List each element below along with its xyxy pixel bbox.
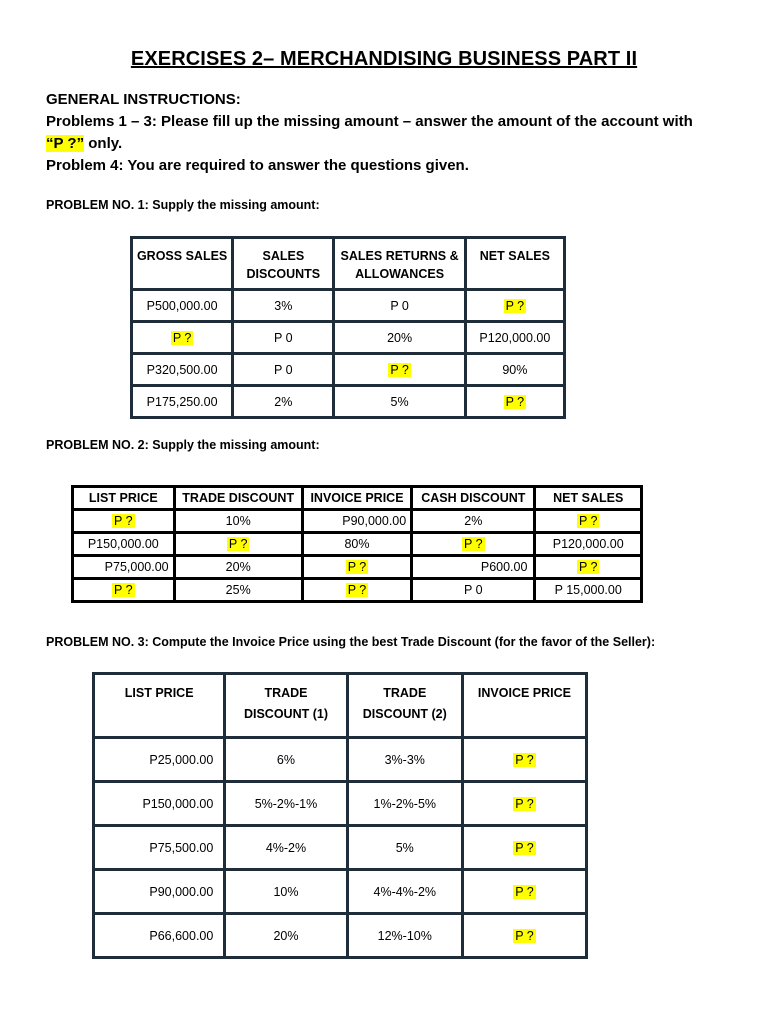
table-cell [174,533,302,556]
header-cell: GROSS SALES [132,238,233,290]
page-title: EXERCISES 2– MERCHANDISING BUSINESS PART II [130,48,638,70]
table-cell: 4%-2% [225,826,347,870]
instructions-line-3: Problem 4: You are required to answer the questions given. [46,157,469,174]
table-cell: 5% [334,386,465,418]
table-cell: P150,000.00 [73,533,175,556]
table-cell: P 0 [334,290,465,322]
table-cell: 6% [225,738,347,782]
table-cell: P90,000.00 [94,870,225,914]
table-cell [412,533,535,556]
header-cell: INVOICE PRICE [302,487,411,510]
table-cell [462,826,586,870]
header-cell: SALES RETURNS & ALLOWANCES [334,238,465,290]
table-cell: 25% [174,579,302,602]
table-cell: P120,000.00 [535,533,642,556]
header-cell: TRADE DISCOUNT (1) [225,674,347,738]
answer-blank: P ? [347,560,367,574]
header-cell: INVOICE PRICE [462,674,586,738]
table-row [73,579,642,602]
table-cell [132,322,233,354]
table-cell: 10% [225,870,347,914]
table-cell: P75,000.00 [73,556,175,579]
table-cell: P175,250.00 [132,386,233,418]
table-cell [73,510,175,533]
table-cell: 20% [334,322,465,354]
table-cell [462,914,586,958]
table-row [94,870,587,914]
answer-blank: P ? [114,583,133,597]
table-cell: 2% [412,510,535,533]
table-cell: 90% [465,354,564,386]
table-row [94,782,587,826]
table-cell [462,782,586,826]
table-cell: 2% [233,386,334,418]
problem-2-table [71,485,643,603]
header-cell: CASH DISCOUNT [412,487,535,510]
table-row [94,826,587,870]
answer-blank: P ? [515,796,534,811]
table-cell [535,556,642,579]
header-cell: TRADE DISCOUNT [174,487,302,510]
answer-blank: P ? [578,560,598,574]
table-row [73,510,642,533]
table-row [94,738,587,782]
problem-3-table [92,672,588,959]
table-row [73,556,642,579]
table-row [132,386,565,418]
table-cell: 1%-2%-5% [347,782,462,826]
header-cell: SALES DISCOUNTS [233,238,334,290]
problem-1-label: PROBLEM NO. 1: Supply the missing amount: [46,198,320,212]
table-cell: 3%-3% [347,738,462,782]
table-header-row [94,674,587,738]
problem-3-label: PROBLEM NO. 3: Compute the Invoice Price using the best Trade Discount (for the favor of the Seller): [46,635,656,649]
answer-blank: P ? [515,928,534,943]
answer-blank: P ? [515,840,534,855]
answer-blank: P ? [390,362,409,377]
table-cell: 80% [302,533,411,556]
answer-blank: P ? [515,884,534,899]
table-cell: P25,000.00 [94,738,225,782]
table-header-row [73,487,642,510]
table-cell: 5%-2%-1% [225,782,347,826]
table-cell: P66,600.00 [94,914,225,958]
table-cell: 4%-4%-2% [347,870,462,914]
answer-blank: P ? [515,752,534,767]
table-row [132,322,565,354]
table-row [132,354,565,386]
quote-highlight: “P ?” [46,135,85,152]
table-cell [535,510,642,533]
answer-blank: P ? [172,330,192,345]
table-cell: P 0 [233,354,334,386]
table-cell: 20% [225,914,347,958]
answer-blank: P ? [505,298,525,313]
table-cell: P 15,000.00 [535,579,642,602]
header-cell: NET SALES [535,487,642,510]
table-cell [465,386,564,418]
instructions-heading: GENERAL INSTRUCTIONS: [46,91,241,108]
instructions-line-2 [46,133,122,155]
table-cell: P600.00 [412,556,535,579]
instructions-line-1: Problems 1 – 3: Please fill up the missing amount – answer the amount of the account with [46,113,693,130]
table-cell: P75,500.00 [94,826,225,870]
table-cell [462,870,586,914]
table-cell [302,579,411,602]
table-cell: P120,000.00 [465,322,564,354]
table-cell: 5% [347,826,462,870]
problem-1-table [130,236,566,419]
answer-blank: P ? [347,583,367,597]
table-row [94,914,587,958]
table-cell: P90,000.00 [302,510,411,533]
table-row [132,290,565,322]
answer-blank: P ? [464,537,483,551]
table-cell [465,290,564,322]
header-cell: LIST PRICE [73,487,175,510]
table-cell: 10% [174,510,302,533]
table-cell: P150,000.00 [94,782,225,826]
table-cell: P 0 [412,579,535,602]
header-cell: NET SALES [465,238,564,290]
header-cell: TRADE DISCOUNT (2) [347,674,462,738]
problem-2-label: PROBLEM NO. 2: Supply the missing amount: [46,438,320,452]
header-cell: LIST PRICE [94,674,225,738]
answer-blank: P ? [114,514,133,528]
table-cell: P 0 [233,322,334,354]
answer-blank: P ? [228,537,248,551]
table-cell: 20% [174,556,302,579]
table-cell [302,556,411,579]
answer-blank: P ? [505,394,525,409]
table-cell [334,354,465,386]
table-cell: 3% [233,290,334,322]
table-cell: P320,500.00 [132,354,233,386]
table-cell [73,579,175,602]
table-cell: P500,000.00 [132,290,233,322]
table-header-row [132,238,565,290]
answer-blank: P ? [578,514,598,528]
table-cell [462,738,586,782]
instructions-line-2-rest: only. [84,135,123,152]
table-row [73,533,642,556]
table-cell: 12%-10% [347,914,462,958]
